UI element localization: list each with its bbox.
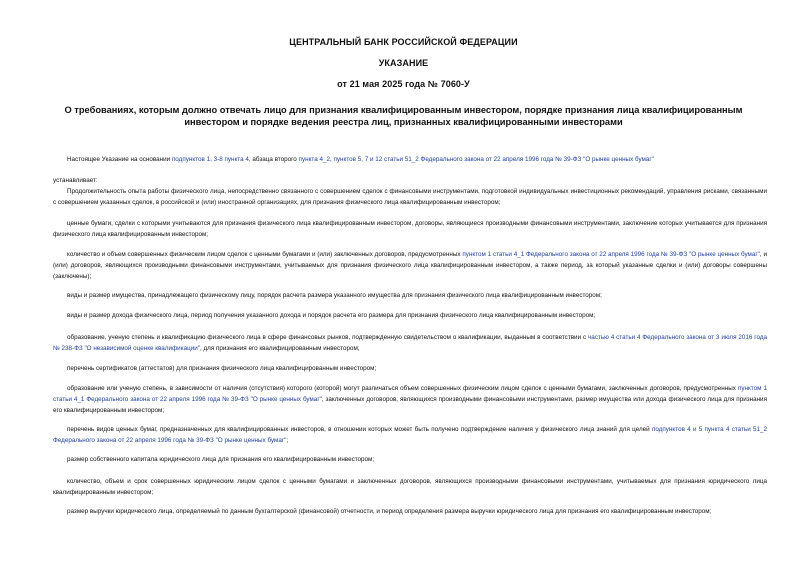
establishes-label: устанавливает: (53, 177, 98, 184)
list-item-property: виды и размер имущества, принадлежащего физическому лицу, порядок расчета размера указанного имущества для признания физического лица квалифицированным инвестором; (67, 292, 602, 299)
link-clause-4-2[interactable]: пункта 4_2 (298, 156, 330, 163)
intro-paragraph (53, 154, 767, 165)
item8-text-1: образование или ученую степень, в зависимости от наличия (отсутствия) которого (которой) могут различаться объем совершенных физическим лицом сделок с ценными бумагами, заключенных договоров, предусмотренных (67, 385, 738, 392)
item6-text-2: , для признания его квалифицированным инвестором; (199, 345, 360, 352)
item9-text-2: ; (286, 437, 289, 444)
list-item-revenue: размер выручки юридического лица, определяемый по данным бухгалтерской (финансовой) отчетности, и период определения размера выручки юридического лица для признания его квалифицированным инвестором; (67, 508, 712, 515)
intro-text-2: , абзаца второго (248, 156, 299, 163)
item8-text-2: , заключенных договоров, являющихся производными финансовыми инструментами, размер имущества или дохода физического лица для признания его квалифицированным инвестором; (53, 396, 767, 414)
intro-text-1: Настоящее Указание на основании (67, 156, 172, 163)
list-item-income: виды и размер дохода физического лица, период получения указанного дохода и порядок расчета его размера для признания физического лица квалифицированным инвестором; (67, 312, 596, 319)
link-article-4-1-second[interactable]: пунктом 1 статьи 4_1 Федерального закона от 22 апреля 1996 года № 39-ФЗ "О рынке ценных бумаг" (53, 385, 767, 403)
intro-text-3: , (329, 156, 334, 163)
list-item-security-types (53, 424, 767, 446)
link-article-4-1[interactable]: пунктом 1 статьи 4_1 Федерального закона от 22 апреля 1996 года № 39-ФЗ "О рынке ценных бумаг" (462, 251, 760, 258)
link-law-238[interactable]: частью 4 статьи 4 Федерального закона от 3 июля 2016 года № 238-ФЗ "О независимой оценке квалификации" (53, 334, 767, 352)
list-item-securities: ценные бумаги, сделки с которыми учитываются для признания физического лица квалифицированным инвестором, договоры, являющиеся производными финансовыми инструментами, заключение которых учитывается для признания физического лица квалифицированным инвестором; (53, 220, 767, 238)
link-article-51-2[interactable]: пунктов 5, 7 и 12 статьи 51_2 Федерального закона от 22 апреля 1996 года № 39-ФЗ "О рынке ценных бумаг" (333, 156, 654, 163)
item3-text-1: количество и объем совершенных физическим лицом сделок с ценными бумагами и (или) заключенных договоров, предусмотренных (67, 251, 463, 258)
link-subparagraphs[interactable]: подпунктов 1, 3-8 пункта 4 (171, 156, 249, 163)
item6-text-1: образование, ученую степень и квалификацию физического лица в сфере финансовых рынков, подтвержденную свидетельством о квалификации, выданным в соответствии с (67, 334, 589, 341)
item3-text-2: , и (или) договоров, являющихся производными финансовыми инструментами, учитываемых для признания физического лица квалифицированным инвестором, а также период, за который указанные сделки и (или) договоры совершены (заключены); (53, 251, 767, 280)
list-item-equity: размер собственного капитала юридического лица для признания его квалифицированным инвестором; (67, 456, 375, 463)
document-date: от 21 мая 2025 года № 7060-У (337, 79, 470, 89)
list-item-certificates: перечень сертификатов (аттестатов) для признания физического лица квалифицированным инвестором; (67, 365, 377, 372)
list-item-legal-transactions: количество, объем и срок совершенных юридическим лицом сделок с ценными бумагами и заключенных договоров, являющихся производными финансовыми инструментами, учитываемых для признания юридического лица квалифицированным инвестором; (53, 478, 767, 496)
document-title: О требованиях, которым должно отвечать лицо для признания квалифицированным инвестором, порядке признания лица квалифицированным инвестором и порядке ведения реестра лиц, признанных квалифицированными инвесторами (64, 105, 743, 127)
list-item-experience: Продолжительность опыта работы физического лица, непосредственно связанного с совершением сделок с финансовыми инструментами, подготовкой индивидуальных инвестиционных рекомендаций, управления рисками, связанными с совершением указанных сделок, в российской и (или) иностранной организациях, для признания физического лица квалифицированным инвестором; (53, 188, 767, 206)
document-type: УКАЗАНИЕ (378, 58, 429, 68)
issuer-heading: ЦЕНТРАЛЬНЫЙ БАНК РОССИЙСКОЙ ФЕДЕРАЦИИ (289, 37, 518, 47)
link-subparagraphs-4-5[interactable]: подпунктов 4 и 5 пункта 4 статьи 51_2 Федерального закона от 22 апреля 1996 года № 39-ФЗ "О рынке ценных бумаг" (53, 426, 767, 444)
list-item-degree (53, 383, 767, 416)
list-item-education (53, 332, 767, 354)
item9-text-1: перечень видов ценных бумаг, предназначенных для квалифицированных инвесторов, в отношении которых может быть получено подтверждение наличия у физического лица знаний для целей (67, 426, 652, 433)
list-item-transactions (53, 249, 767, 282)
